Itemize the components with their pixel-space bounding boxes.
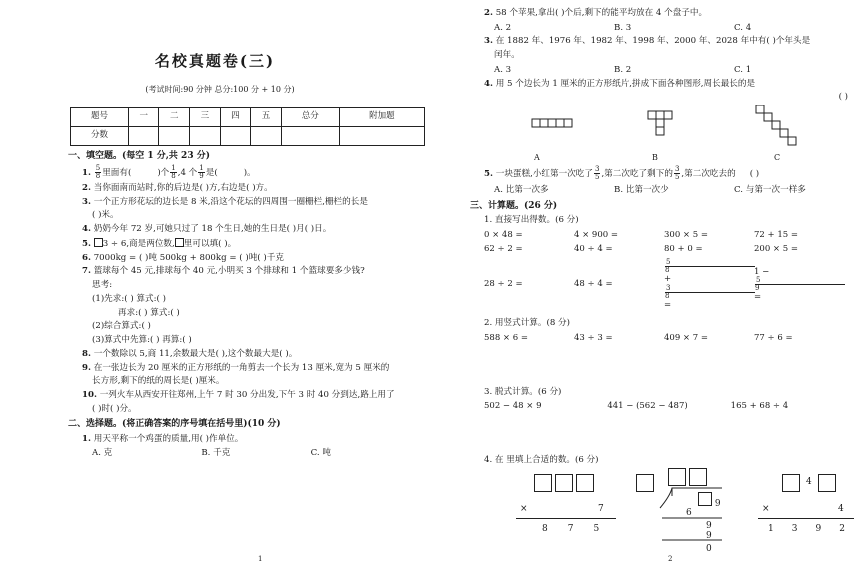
calc-part-2: 2. 用竖式计算。(8 分)	[484, 318, 570, 329]
question-1-8: 8. 一个数除以 5,商 11,余数最大是( ),这个数最大是( )。	[82, 348, 298, 359]
exam-info: (考试时间:90 分钟 总分:100 分 + 10 分)	[145, 84, 295, 94]
options-2-1	[92, 448, 420, 459]
calc-item: 28 ÷ 2 =	[484, 279, 523, 290]
puzzle-1	[534, 474, 594, 496]
calc-item: 40 ÷ 4 =	[574, 244, 613, 255]
fraction: $\frac{3}{5}$	[594, 165, 600, 182]
section-heading-fill: 一、填空题。(每空 1 分,共 23 分)	[68, 150, 210, 161]
option-a[interactable]: A. 2	[494, 22, 512, 33]
digit-box[interactable]	[576, 474, 594, 492]
score-header-cell: 五	[251, 107, 282, 126]
option-c[interactable]: C. 吨	[310, 448, 331, 459]
page-number: 1	[258, 555, 263, 564]
shape-label-a: A	[534, 153, 540, 163]
page-right	[430, 0, 860, 570]
puzzle-1-mult: ×	[520, 503, 528, 514]
question-1-3: 3. 一个正方形花坛的边长是 8 米,沿这个花坛的四周围一圈栅栏,栅栏的长是	[82, 196, 368, 207]
working-space[interactable]	[472, 344, 854, 384]
calc-item: 77 ÷ 6 =	[754, 333, 793, 344]
digit-box[interactable]	[636, 474, 654, 492]
option-a[interactable]: A. 3	[494, 64, 512, 75]
score-header-cell: 一	[128, 107, 159, 126]
score-header-cell: 四	[220, 107, 251, 126]
score-table	[70, 107, 425, 146]
question-1-6: 6. 7000kg = ( )吨 500kg + 800kg = ( )吨( )千克	[82, 252, 284, 263]
question-2-5: 5. 一块蛋糕,小红第一次吃了 $\frac{3}{5}$ ,第二次吃了剩下的 $\frac{3}{5}$ ,第二次吃去的 ( )	[484, 165, 760, 182]
puzzle-1-digit: 7	[598, 503, 604, 514]
vertical-calc-row	[484, 333, 854, 344]
score-header-cell: 总分	[281, 107, 339, 126]
question-2-3-cont: 闰年。	[494, 50, 520, 61]
section-heading-choice: 二、选择题。(将正确答案的序号填在括号里)(10 分)	[68, 419, 281, 430]
digit-puzzles	[486, 468, 854, 558]
option-c[interactable]: C. 4	[734, 22, 752, 33]
options-2-2	[494, 23, 854, 34]
score-cell[interactable]	[159, 126, 190, 145]
stepwise-calc-row	[484, 401, 854, 412]
score-header-cell: 三	[190, 107, 221, 126]
question-1-7-step2: (2)综合算式:( )	[92, 321, 151, 332]
calc-item: 441 − (562 − 487)	[607, 401, 688, 412]
puzzle-2-six: 6	[686, 507, 692, 518]
fraction: $\frac{1}{9}$	[199, 164, 204, 180]
question-1-9-cont: 长方形,剩下的纸的周长是( )厘米。	[92, 376, 225, 387]
section-heading-calc: 三、计算题。(26 分)	[470, 200, 558, 211]
answer-box[interactable]	[94, 238, 103, 247]
shape-c	[756, 105, 796, 145]
question-1-7-step3: (3)算式中先算:( ) 再算:( )	[92, 335, 192, 346]
score-cell[interactable]	[281, 126, 339, 145]
question-1-7-step1a: (1)先求:( ) 算式:( )	[92, 293, 166, 304]
calc-item: 502 − 48 × 9	[484, 401, 542, 412]
puzzle-2	[636, 474, 654, 496]
puzzle-3-result: 1 3 9 2	[768, 523, 845, 534]
question-1-5: 5. 3 ÷ 6,商是两位数, 里可以填( )。	[82, 238, 237, 249]
calc-item: 48 ÷ 4 =	[574, 279, 613, 290]
calc-item: 1 − $\frac{5}{9}$ =	[754, 267, 844, 303]
shape-label-b: B	[652, 153, 658, 163]
calc-item: 409 × 7 =	[664, 333, 708, 344]
score-header-cell: 二	[159, 107, 190, 126]
calc-part-3: 3. 脱式计算。(6 分)	[484, 386, 562, 397]
working-space[interactable]	[472, 412, 854, 452]
puzzle-3-mult: ×	[762, 503, 770, 514]
calc-row-1	[484, 230, 854, 241]
digit-box[interactable]	[818, 474, 836, 492]
question-1-10: 10. 一列火车从西安开往郑州,上午 7 时 30 分出发,下午 3 时 40 分到达,路上用了	[82, 390, 395, 401]
question-2-4: 4. 用 5 个边长为 1 厘米的正方形纸片,拼成下面各种图形,周长最长的是	[484, 78, 756, 89]
square-shapes-figure	[502, 105, 860, 153]
calc-item: 43 ÷ 3 =	[574, 333, 613, 344]
calc-item: 200 × 5 =	[754, 244, 798, 255]
fraction: $\frac{1}{8}$	[171, 164, 176, 180]
option-b[interactable]: B. 千克	[201, 448, 231, 459]
fraction: $\frac{5}{8}$	[95, 164, 101, 180]
digit-box[interactable]	[534, 474, 552, 492]
shape-labels	[534, 153, 854, 163]
calc-item: 80 + 0 =	[664, 244, 703, 255]
digit-box[interactable]	[698, 492, 712, 506]
calc-part-4: 4. 在 里填上合适的数。(6 分)	[484, 455, 599, 466]
calc-item: 165 + 68 ÷ 4	[730, 401, 789, 412]
question-1-2: 2. 当你面南而站时,你的后边是( )方,右边是( )方。	[82, 183, 273, 193]
shape-label-c: C	[774, 153, 781, 163]
calc-item: $\frac{5}{8}$ + $\frac{3}{8}$ =	[664, 259, 754, 310]
option-c[interactable]: C. 1	[734, 64, 752, 75]
option-a[interactable]: A. 克	[92, 448, 113, 459]
calc-item: 588 × 6 =	[484, 333, 528, 344]
options-2-3	[494, 65, 854, 76]
division-bracket	[656, 468, 736, 558]
divider-line	[516, 518, 616, 519]
score-cell[interactable]	[251, 126, 282, 145]
page-number: 2	[668, 555, 673, 564]
question-1-7-step1b: 再求:( ) 算式:( )	[118, 307, 180, 318]
question-1-9: 9. 在一张边长为 20 厘米的正方形纸的一角剪去一个长为 13 厘米,宽为 5 厘米的	[82, 362, 390, 373]
divider-line	[758, 518, 854, 519]
question-1-3-cont: ( )米。	[92, 210, 119, 221]
calc-item: 300 × 5 =	[664, 229, 708, 240]
question-2-2: 2. 58 个苹果,拿出( )个后,剩下的能平均放在 4 个盘子中。	[484, 8, 708, 18]
score-cell[interactable]	[128, 126, 159, 145]
question-1-4: 4. 奶奶今年 72 岁,可她只过了 18 个生日,她的生日是( )月( )日。	[82, 224, 332, 235]
fraction: $\frac{3}{5}$	[674, 165, 680, 182]
option-b[interactable]: B. 3	[614, 22, 632, 33]
puzzle-2-zero: 0	[706, 543, 712, 554]
answer-paren: ( )	[838, 92, 848, 103]
question-1-1: 1. $\frac{5}{8}$ 里面有( )个 $\frac{1}{8}$ ,4 个 $\frac{1}{9}$ 是( )。	[82, 164, 256, 180]
calc-item: 72 + 15 =	[754, 229, 798, 240]
digit-box[interactable]	[555, 474, 573, 492]
shape-a	[532, 119, 572, 127]
puzzle-2-nine1: 9	[706, 520, 712, 531]
puzzle-2-dividend: 9	[698, 492, 721, 510]
score-cell[interactable]	[220, 126, 251, 145]
option-a[interactable]: A. 比第一次多	[494, 185, 549, 196]
option-b[interactable]: B. 比第一次少	[614, 185, 669, 196]
calc-row-3	[484, 259, 854, 310]
puzzle-3: 4	[782, 474, 836, 492]
options-2-5	[494, 185, 854, 196]
score-table-header-row	[71, 107, 425, 126]
question-1-7-think: 思考:	[92, 280, 113, 291]
digit-box[interactable]	[782, 474, 800, 492]
question-2-1: 1. 用天平称一个鸡蛋的质量,用( )作单位。	[82, 433, 244, 444]
calc-item: 62 ÷ 2 =	[484, 244, 523, 255]
puzzle-1-result: 8 7 5	[542, 523, 600, 534]
score-cell[interactable]	[339, 126, 424, 145]
score-header-cell: 题号	[71, 107, 129, 126]
puzzle-2-nine2: 9	[706, 530, 712, 541]
question-2-3: 3. 在 1882 年、1976 年、1982 年、1998 年、2000 年、2028 年中有( )个年头是	[484, 36, 811, 47]
score-header-cell: 附加题	[339, 107, 424, 126]
puzzle-3-digit: 4	[838, 503, 844, 514]
page-title: 名校真题卷(三)	[154, 52, 276, 70]
question-1-7: 7. 篮球每个 45 元,排球每个 40 元,小明买 3 个排球和 1 个篮球要多少钱?	[82, 266, 365, 277]
score-row-label: 分数	[71, 126, 129, 145]
calc-part-1: 1. 直接写出得数。(6 分)	[484, 215, 579, 226]
answer-box[interactable]	[175, 238, 184, 247]
calc-item: 4 × 900 =	[574, 229, 618, 240]
calc-item: 0 × 48 =	[484, 229, 523, 240]
score-cell[interactable]	[190, 126, 221, 145]
score-table-value-row	[71, 126, 425, 145]
option-c[interactable]: C. 与第一次一样多	[734, 185, 806, 196]
calc-row-2	[484, 244, 854, 255]
question-1-10-cont: ( )时( )分。	[92, 403, 137, 414]
shape-b	[648, 111, 672, 135]
option-b[interactable]: B. 2	[614, 64, 632, 75]
